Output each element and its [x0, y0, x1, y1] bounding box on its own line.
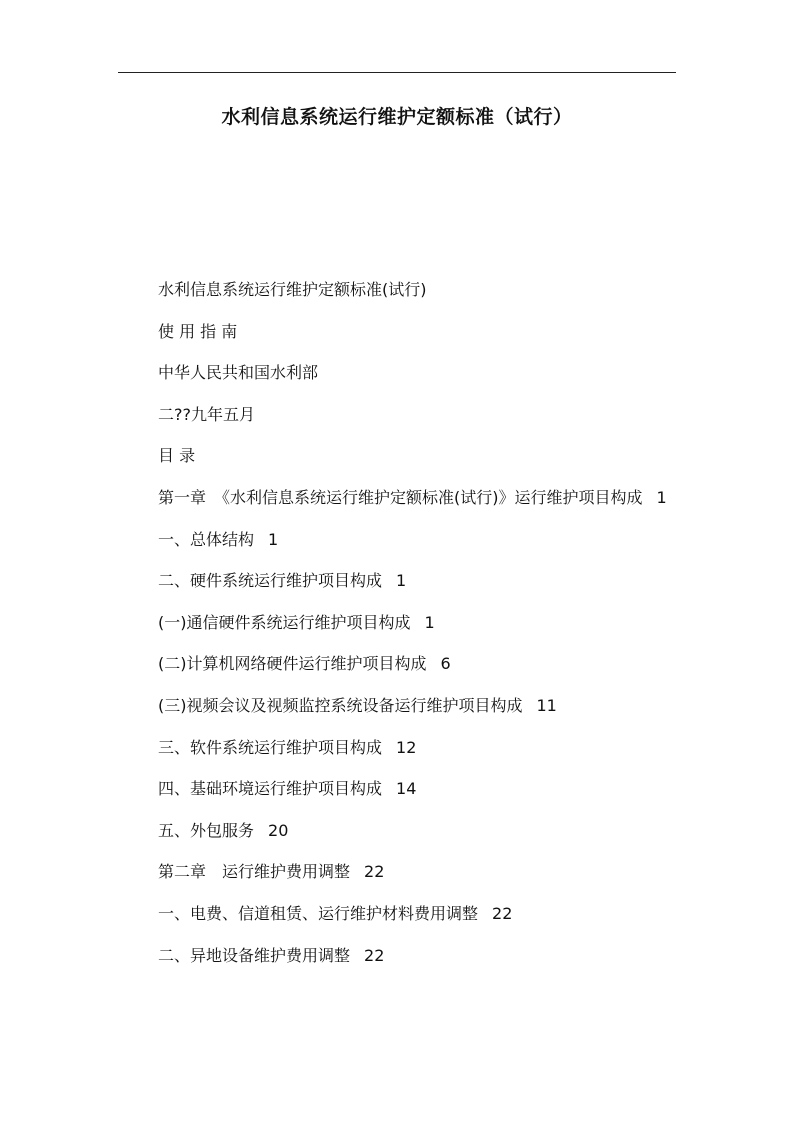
usage-guide-line: 使 用 指 南: [158, 321, 238, 341]
toc-entry-page: 6: [440, 654, 451, 674]
toc-entry-label: 四、基础环境运行维护项目构成: [158, 779, 383, 799]
issuer-line: 中华人民共和国水利部: [158, 363, 319, 383]
toc-entry-label: (一)通信硬件系统运行维护项目构成: [158, 612, 411, 632]
toc-entry-page: 22: [364, 945, 385, 965]
date-line: 二??九年五月: [158, 404, 255, 424]
toc-entry-page: 22: [364, 862, 385, 882]
toc-entry-page: 1: [656, 487, 667, 507]
toc-entry-page: 1: [268, 529, 279, 549]
toc-entry-page: 11: [536, 695, 557, 715]
toc-entry: [118, 519, 684, 561]
toc-entry-page: 1: [424, 612, 435, 632]
toc-entry-label: 第二章 运行维护费用调整: [158, 862, 351, 882]
toc-entry-label: (二)计算机网络硬件运行维护项目构成: [158, 654, 427, 674]
document-body: [118, 269, 684, 976]
toc-entry-label: 二、硬件系统运行维护项目构成: [158, 571, 383, 591]
toc-heading: 目 录: [158, 446, 196, 466]
toc-entry-page: 22: [492, 903, 513, 923]
toc-entry: [118, 727, 684, 769]
toc-entry: [118, 935, 684, 977]
header-rule: [118, 72, 676, 73]
toc-entry-page: 12: [396, 737, 417, 757]
toc-entry: [118, 768, 684, 810]
toc-entry-label: 一、总体结构: [158, 529, 255, 549]
toc-entry: [118, 477, 684, 519]
toc-entry-page: 20: [268, 820, 289, 840]
toc-entry-page: 1: [396, 571, 407, 591]
toc-entry: [118, 851, 684, 893]
toc-entry: [118, 810, 684, 852]
toc-entry: [118, 643, 684, 685]
toc-entry: [118, 602, 684, 644]
toc-entry-label: 一、电费、信道租赁、运行维护材料费用调整: [158, 903, 479, 923]
toc-entry-label: 五、外包服务: [158, 820, 255, 840]
toc-entry: [118, 560, 684, 602]
toc-entry-label: 第一章 《水利信息系统运行维护定额标准(试行)》运行维护项目构成: [158, 487, 643, 507]
toc-entry: [118, 893, 684, 935]
document-title: 水利信息系统运行维护定额标准（试行）: [221, 106, 573, 128]
toc-entry: [118, 685, 684, 727]
intro-title-line: 水利信息系统运行维护定额标准(试行): [158, 280, 427, 299]
toc-entry-label: 二、异地设备维护费用调整: [158, 945, 351, 965]
toc-entry-label: (三)视频会议及视频监控系统设备运行维护项目构成: [158, 695, 523, 715]
toc-entry-page: 14: [396, 779, 417, 799]
toc-entry-label: 三、软件系统运行维护项目构成: [158, 737, 383, 757]
